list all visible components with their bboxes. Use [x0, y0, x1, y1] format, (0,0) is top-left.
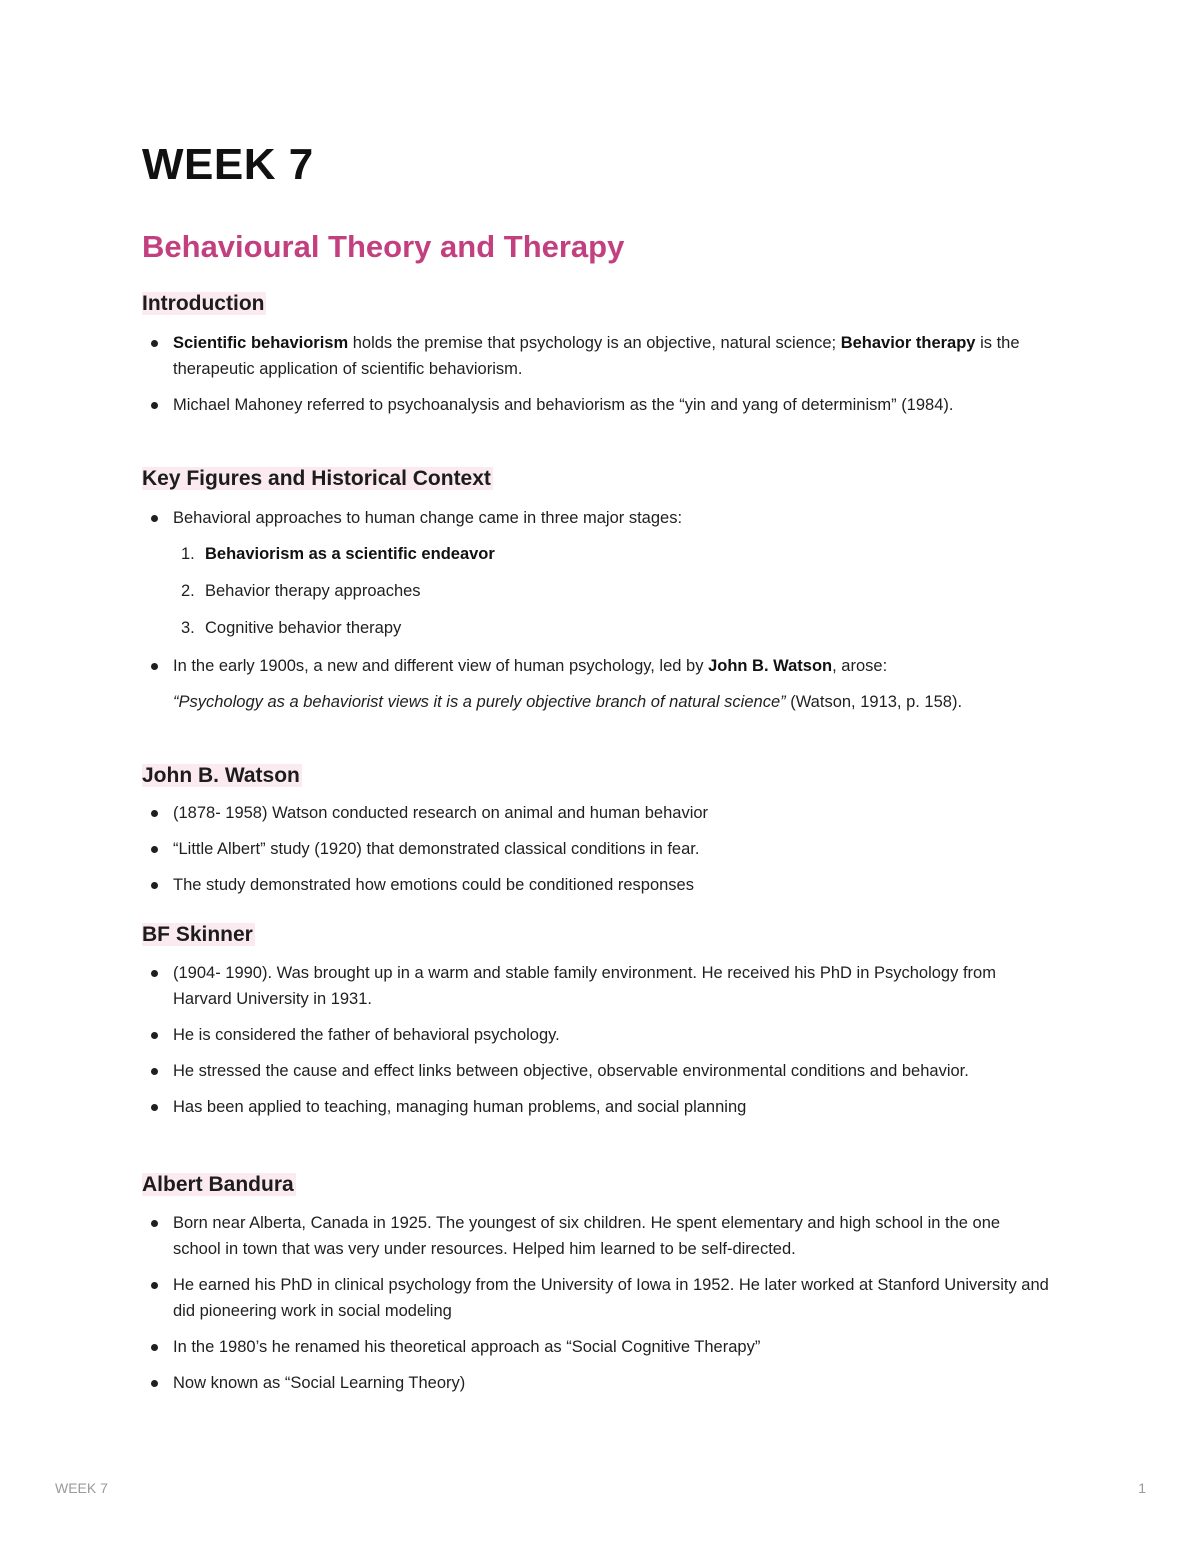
bullet-icon — [151, 1380, 158, 1387]
list-item: He stressed the cause and effect links between objective, observable environmental conditions and behavior. — [142, 1058, 1052, 1084]
bullet-icon — [151, 846, 158, 853]
list-item: He is considered the father of behavioral psychology. — [142, 1022, 1052, 1048]
stages-list — [142, 541, 1052, 652]
list-item: Scientific behaviorism holds the premise that psychology is an objective, natural science; Behavior therapy is the therapeutic application of scientific behaviorism. — [142, 330, 1052, 382]
section-heading-bandura: Albert Bandura — [142, 1173, 294, 1196]
bullet-icon — [151, 1068, 158, 1075]
list-item: (1904- 1990). Was brought up in a warm and stable family environment. He received his PhD in Psychology from Harvard University in 1931. — [142, 960, 1052, 1012]
bullet-icon — [151, 1220, 158, 1227]
section-heading-key-figures: Key Figures and Historical Context — [142, 467, 491, 490]
list-item: Has been applied to teaching, managing human problems, and social planning — [142, 1094, 1052, 1120]
bullet-icon — [151, 1344, 158, 1351]
bandura-list — [142, 1210, 1052, 1406]
numbered-item: 2. Behavior therapy approaches — [181, 582, 421, 600]
footer-title: WEEK 7 — [55, 1480, 108, 1496]
introduction-list — [142, 330, 1052, 428]
bullet-icon — [151, 810, 158, 817]
list-item: Michael Mahoney referred to psychoanalysis and behaviorism as the “yin and yang of determinism” (1984). — [142, 392, 1052, 418]
bullet-icon — [151, 402, 158, 409]
list-item: He earned his PhD in clinical psychology from the University of Iowa in 1952. He later worked at Stanford University and did pioneering work in social modeling — [142, 1272, 1052, 1324]
list-item: “Little Albert” study (1920) that demonstrated classical conditions in fear. — [142, 836, 1052, 862]
section-heading-skinner: BF Skinner — [142, 923, 253, 946]
bullet-icon — [151, 882, 158, 889]
bullet-icon — [151, 340, 158, 347]
watson-list — [142, 800, 1052, 908]
key-figures-list-continued — [142, 653, 1052, 689]
list-item: (1878- 1958) Watson conducted research on animal and human behavior — [142, 800, 1052, 826]
list-item: In the 1980’s he renamed his theoretical approach as “Social Cognitive Therapy” — [142, 1334, 1052, 1360]
list-item: In the early 1900s, a new and different view of human psychology, led by John B. Watson, arose: — [142, 653, 1052, 679]
section-heading-watson: John B. Watson — [142, 764, 300, 787]
bullet-icon — [151, 515, 158, 522]
list-item: The study demonstrated how emotions could be conditioned responses — [142, 872, 1052, 898]
bullet-icon — [151, 970, 158, 977]
list-item: Born near Alberta, Canada in 1925. The youngest of six children. He spent elementary and high school in the one school in town that was very under resources. Helped him learned to be self-directed. — [142, 1210, 1052, 1262]
key-figures-list — [142, 505, 1052, 541]
list-item: Behavioral approaches to human change came in three major stages: — [142, 505, 1052, 531]
page-title: WEEK 7 — [142, 140, 314, 189]
bullet-icon — [151, 1032, 158, 1039]
page-number: 1 — [1138, 1480, 1146, 1496]
section-heading-introduction: Introduction — [142, 292, 265, 315]
page-subtitle: Behavioural Theory and Therapy — [142, 229, 625, 264]
watson-quote: “Psychology as a behaviorist views it is a purely objective branch of natural science” (Watson, 1913, p. 158). — [173, 693, 963, 711]
bullet-icon — [151, 1104, 158, 1111]
bullet-icon — [151, 663, 158, 670]
list-item: Now known as “Social Learning Theory) — [142, 1370, 1052, 1396]
numbered-item: 3. Cognitive behavior therapy — [181, 619, 402, 637]
bullet-icon — [151, 1282, 158, 1289]
numbered-item: 1. Behaviorism as a scientific endeavor — [181, 545, 495, 563]
skinner-list — [142, 960, 1052, 1130]
